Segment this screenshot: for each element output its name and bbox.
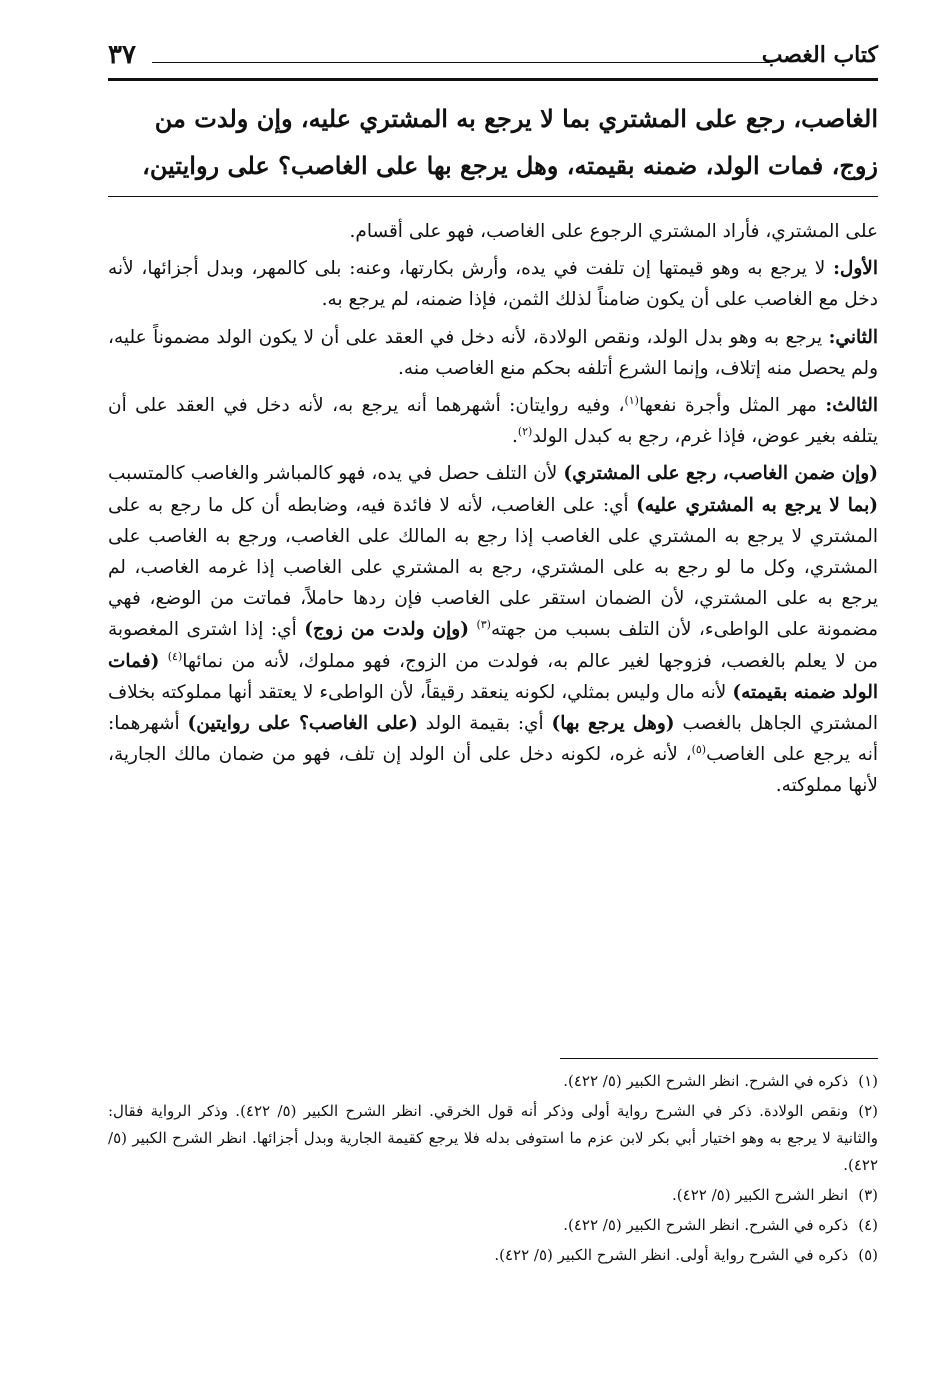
paragraph-5-text-6: لأنه مال وليس بمثلي، لكونه ينعقد رقيقاً، لأن الواطىء لا يعتقد أنها مملوكته بخلاف المشتري الجاهل بالغصب: [108, 681, 878, 735]
matn-quote-1: (وإن ضمن الغاصب، رجع على المشتري): [563, 463, 878, 485]
running-title: كتاب الغصب: [761, 42, 878, 68]
paragraph-4: [108, 390, 878, 452]
footnote-separator: [560, 1058, 878, 1059]
paragraph-5-text-8: أشهرهما: أنه يرجع على الغاصب: [108, 713, 878, 766]
footnote-5: [108, 1242, 878, 1269]
paragraph-5-text-2: أي: على الغاصب، لأنه لا فائدة فيه، وضابطه أن كل ما رجع به على المشتري لا يرجع به المشتري على الغاصب إذا رجع به المالك على الغاصب، ورجع به الغاصب على المشتري، وكل ما لو رجع به على المشتري، رجع به المشتري على الغاصب إذا غرمه الغاصب، لم يرجع به على المشتري، لأن الضمان استقر على الغاصب فإن ردها حاملاً، فماتت من الوضع، فهي مضمونة على الواطىء، لأن التلف بسبب من جهته: [108, 494, 878, 641]
matn-quote-2: (بما لا يرجع به المشتري عليه): [636, 494, 879, 516]
matn-line-1: الغاصب، رجع على المشتري بما لا يرجع به المشتري عليه، وإن ولدت من: [154, 104, 878, 133]
matn-quote-4: (فمات الولد ضمنه بقيمته): [108, 650, 878, 703]
paragraph-2: [108, 253, 878, 315]
footnote-ref-4[interactable]: (٤): [167, 649, 183, 663]
matn-quote-6: (على الغاصب؟ على روايتين): [187, 713, 418, 735]
footnote-ref-2[interactable]: (٢): [517, 425, 533, 439]
footnote-text: ذكره في الشرح. انظر الشرح الكبير (٥/ ٤٢٢).: [563, 1072, 849, 1090]
paragraph-5: [108, 458, 878, 801]
footnote-1: [108, 1068, 878, 1095]
paragraph-5-text-1: لأن التلف حصل في يده، فهو كالمباشر والغاصب كالمتسبب: [108, 463, 564, 485]
footnote-text: انظر الشرح الكبير (٥/ ٤٢٢).: [672, 1186, 849, 1204]
footnote-number: (١): [858, 1072, 878, 1090]
footnote-number: (٣): [858, 1186, 878, 1204]
footnote-number: (٤): [858, 1216, 878, 1234]
matn-line-2: زوج، فمات الولد، ضمنه بقيمته، وهل يرجع بها على الغاصب؟ على روايتين،: [142, 151, 878, 180]
matn-quote-5: (وهل يرجع بها): [551, 713, 675, 735]
footnote-4: [108, 1212, 878, 1239]
paragraph-3: [108, 322, 878, 384]
footnote-ref-1[interactable]: (١): [624, 393, 639, 407]
footnote-text: ونقص الولادة. ذكر في الشرح رواية أولى وذكر أنه قول الخرقي. انظر الشرح الكبير (٥/ ٤٢٢). وذكر الرواية فقال: والثانية لا يرجع به وهو اختيار أبي بكر لابن عزم ما استوفى بدله فلا يرجع كقيمة الجارية وبدل أجزائها. انظر الشرح الكبير (٥/ ٤٢٢).: [108, 1102, 878, 1174]
page-number: ٣٧: [108, 40, 136, 70]
section-label-third: الثالث:: [825, 395, 878, 417]
paragraph-4-text-a: مهر المثل وأجرة نفعها: [638, 395, 826, 417]
footnote-ref-5[interactable]: (٥): [691, 743, 707, 757]
paragraph-5-text-9: ، لأنه غره، لكونه دخل على أن الولد إن تلف، فهو من ضمان مالك الجارية، لأنها مملوكته.: [108, 744, 878, 797]
footnote-3: [108, 1182, 878, 1209]
footnote-text: ذكره في الشرح رواية أولى. انظر الشرح الكبير (٥/ ٤٢٢).: [494, 1246, 849, 1264]
paragraph-3-text: يرجع به وهو بدل الولد، ونقص الولادة، لأنه دخل في العقد على أن لا يكون الولد مضموناً عليه، ولم يحصل منه إتلاف، وإنما الشرع أتلفه بحكم منع الغاصب منه.: [108, 326, 878, 379]
header-line: [152, 62, 770, 63]
paragraph-4-text-b: ، وفيه روايتان: أشهرهما أنه يرجع به، لأنه دخل في العقد على أن يتلفه بغير عوض، فإذا غرم، رجع به كبدل الولد: [108, 395, 878, 448]
page-header: [108, 38, 878, 78]
section-label-first: الأول:: [833, 258, 878, 280]
header-rule: [108, 78, 878, 81]
paragraph-5-text-4: أي: إذا اشترى المغصوبة من لا يعلم بالغصب، فزوجها لغير عالم به، فولدت من الزوج، فهو مملوك، لأنه من نمائها: [108, 619, 878, 672]
paragraph-1: على المشتري، فأراد المشتري الرجوع على الغاصب، فهو على أقسام.: [349, 221, 878, 242]
matn-text: [108, 95, 878, 189]
paragraph-2-text: لا يرجع به وهو قيمتها إن تلفت في يده، وأرش بكارتها، وعنه: بلى كالمهر، وبدل أجزائها، لأنه دخل مع الغاصب على أن يكون ضامناً لذلك الثمن، فإذا ضمنه، لم يرجع به.: [108, 258, 878, 311]
paragraph-4-text-c: .: [511, 426, 518, 448]
footnote-2: [108, 1098, 878, 1179]
paragraph-5-text-7: أي: بقيمة الولد: [417, 713, 552, 735]
matn-separator: [108, 196, 878, 197]
footnote-ref-3[interactable]: (٣): [476, 618, 491, 632]
commentary-text: [108, 216, 878, 808]
section-label-second: الثاني:: [828, 326, 878, 348]
footnote-text: ذكره في الشرح. انظر الشرح الكبير (٥/ ٤٢٢).: [563, 1216, 849, 1234]
footnote-number: (٢): [858, 1102, 878, 1120]
footnote-number: (٥): [858, 1246, 878, 1264]
footnotes: [108, 1068, 878, 1272]
paragraph-5-text-5: [159, 651, 167, 672]
matn-quote-3: (وإن ولدت من زوج): [304, 619, 469, 641]
